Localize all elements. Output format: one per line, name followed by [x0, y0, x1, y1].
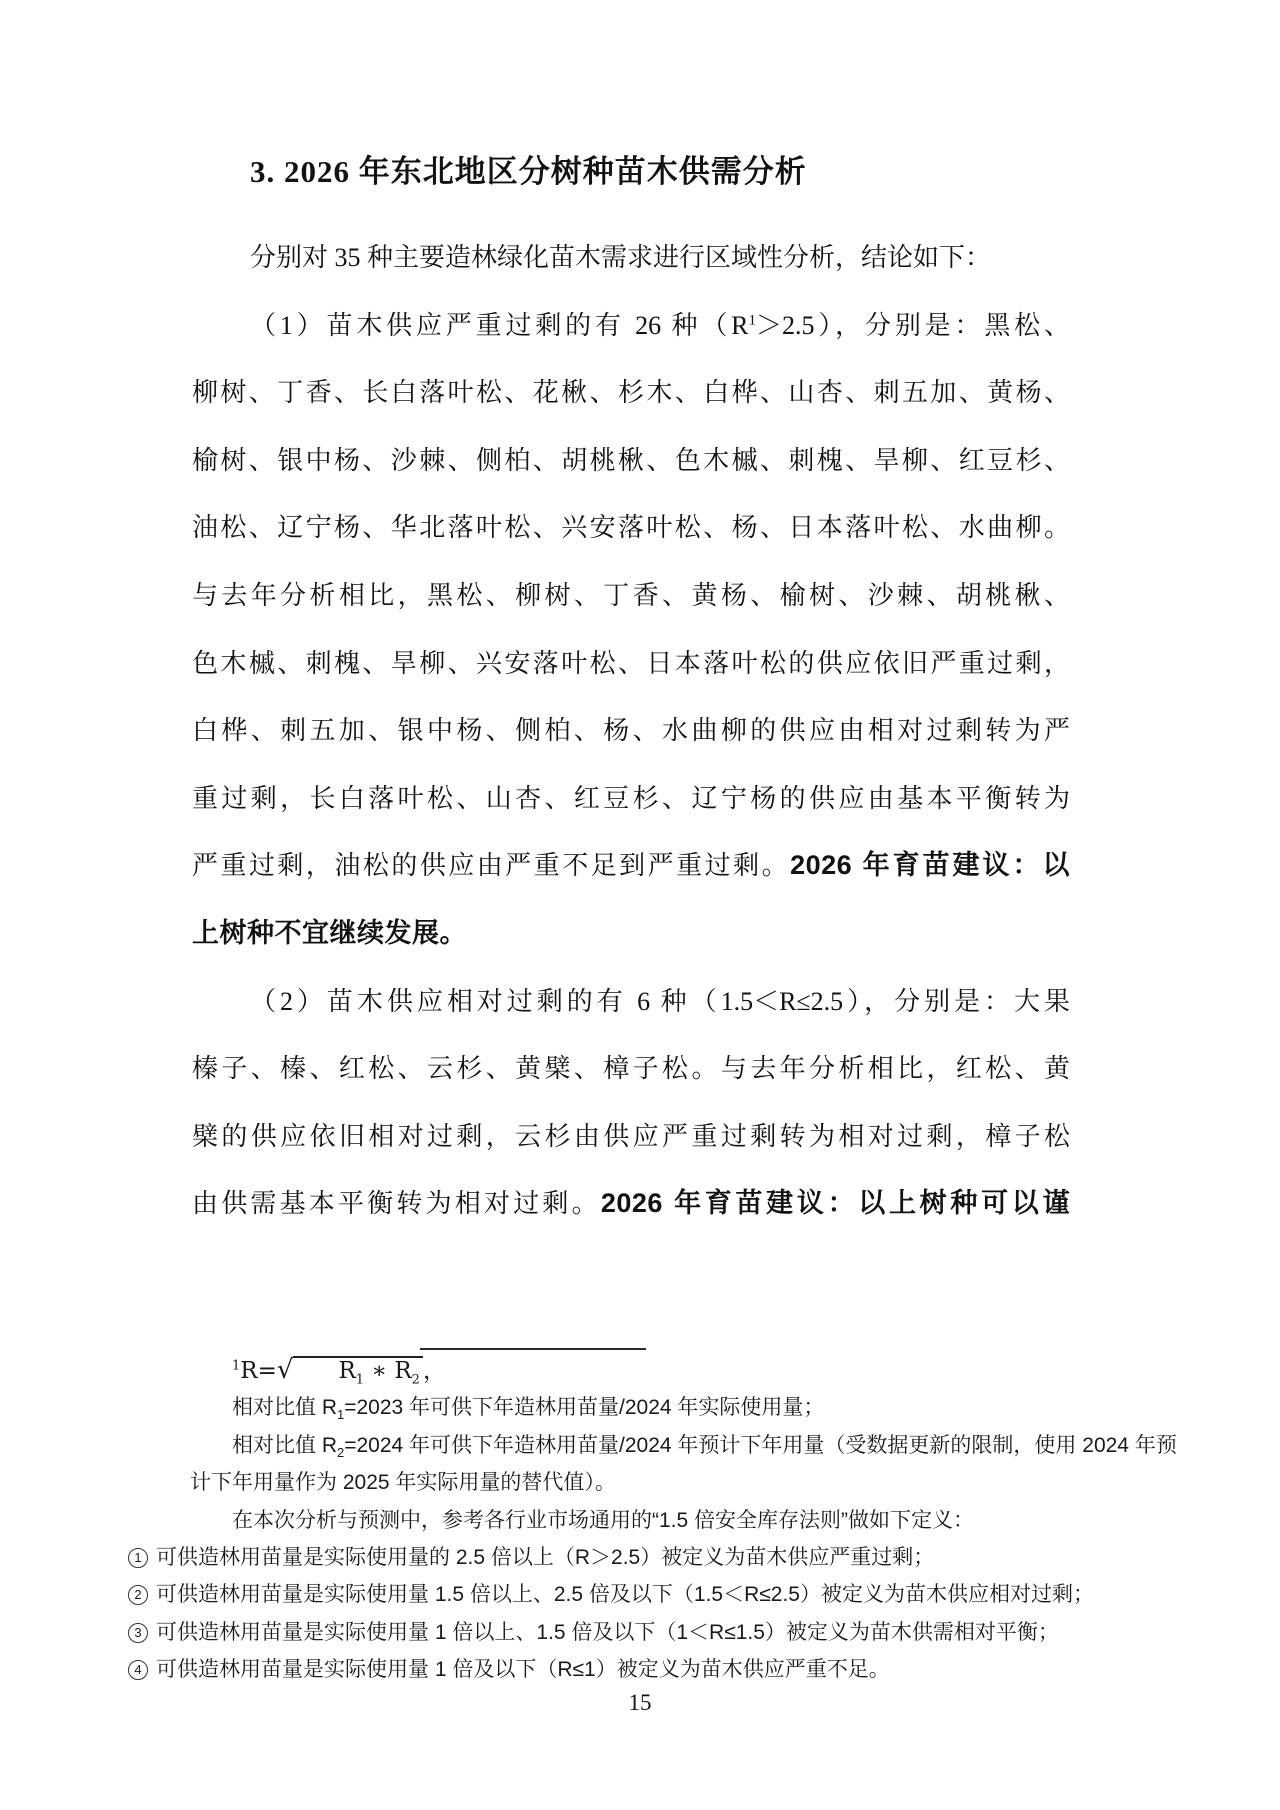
text-segment: 相对比值 R: [232, 1396, 337, 1420]
formula-sub2: 2: [411, 1372, 420, 1388]
footnote-item: [128, 1576, 1228, 1613]
text-segment: 与去年分析相比，黑松、柳树、丁香、黄杨、榆树、沙棘、胡桃楸、: [192, 580, 1070, 610]
formula-sub1: 1: [355, 1372, 365, 1388]
text-segment: 2: [337, 1444, 345, 1460]
body-line: [192, 292, 1070, 360]
footnote-item: [128, 1614, 1228, 1651]
circled-number-marker: 2: [128, 1585, 148, 1605]
body-line: [192, 968, 1070, 1036]
text-segment: 白桦、刺五加、银中杨、侧柏、杨、水曲柳的供应由相对过剩转为严: [192, 716, 1070, 746]
formula-lhs: R=: [240, 1358, 277, 1384]
circled-number-marker: 3: [128, 1623, 148, 1643]
formula-tail: ，: [422, 1358, 446, 1384]
circled-number-marker: 4: [128, 1660, 148, 1680]
text-segment: 可供造林用苗量是实际使用量的 2.5 倍以上（R＞2.5）被定义为苗木供应严重过剩；: [156, 1545, 935, 1569]
text-segment: 相对比值 R: [232, 1433, 337, 1457]
text-segment: 由供需基本平衡转为相对过剩。: [192, 1189, 601, 1219]
text-segment: 油松、辽宁杨、华北落叶松、兴安落叶松、杨、日本落叶松、水曲柳。: [192, 513, 1070, 543]
sqrt-symbol: √: [276, 1355, 294, 1385]
text-segment: 榆树、银中杨、沙棘、侧柏、胡桃楸、色木槭、刺槐、旱柳、红豆杉、: [192, 445, 1070, 475]
text-segment: 1: [337, 1407, 345, 1423]
body-line: [192, 427, 1070, 495]
circled-number-marker: 1: [128, 1548, 148, 1568]
formula-multiply: ∗: [364, 1358, 395, 1384]
body-line: [192, 765, 1070, 833]
text-segment: =2023 年可供下年造林用苗量/2024 年实际使用量；: [344, 1396, 825, 1420]
text-segment: （1）苗木供应严重过剩的有 26 种（R: [250, 310, 749, 340]
text-segment: 柳树、丁香、长白落叶松、花楸、杉木、白桦、山杏、刺五加、黄杨、: [192, 378, 1070, 408]
body-line: [192, 832, 1070, 900]
formula-r2: R: [394, 1358, 412, 1384]
body-line: [192, 630, 1070, 698]
text-segment: 2026 年育苗建议：以: [790, 850, 1070, 881]
body-line: [192, 562, 1070, 630]
footnote-line: [128, 1464, 1228, 1501]
section-heading: 3. 2026 年东北地区分树种苗木供需分析: [250, 154, 807, 189]
text-segment: 分别对 35 种主要造林绿化苗木需求进行区域性分析，结论如下：: [250, 243, 992, 272]
body-line: [192, 1103, 1070, 1171]
text-segment: 上树种不宜继续发展。: [192, 917, 467, 948]
footnote-marker: 1: [232, 1358, 241, 1374]
text-segment: 可供造林用苗量是实际使用量 1 倍及以下（R≤1）被定义为苗木供应严重不足。: [156, 1658, 890, 1682]
formula-radicand: [293, 1356, 422, 1388]
body-line: [192, 697, 1070, 765]
text-segment: 1: [748, 311, 756, 328]
text-segment: 檗的供应依旧相对过剩，云杉由供应严重过剩转为相对过剩，樟子松: [192, 1121, 1070, 1151]
footnote-item: [128, 1539, 1228, 1576]
text-segment: 在本次分析与预测中，参考各行业市场通用的“1.5 倍安全库存法则”做如下定义：: [232, 1508, 975, 1532]
text-segment: 可供造林用苗量是实际使用量 1.5 倍以上、2.5 倍及以下（1.5＜R≤2.5）被定义为苗木供应相对过剩；: [156, 1583, 1094, 1607]
text-segment: （2）苗木供应相对过剩的有 6 种（1.5＜R≤2.5），分别是：大果: [250, 986, 1070, 1016]
footnote-formula: [128, 1352, 1228, 1389]
text-segment: 可供造林用苗量是实际使用量 1 倍以上、1.5 倍及以下（1＜R≤1.5）被定义为苗木供需相对平衡；: [156, 1620, 1059, 1644]
footnote-item: [128, 1651, 1228, 1688]
text-segment: 重过剩，长白落叶松、山杏、红豆杉、辽宁杨的供应由基本平衡转为: [192, 783, 1070, 813]
body-line: [192, 900, 1070, 968]
body-line: [192, 494, 1070, 562]
body-line: [192, 1170, 1070, 1238]
page-number: 15: [628, 1690, 652, 1715]
text-segment: ＞2.5），分别是：黑松、: [756, 310, 1070, 340]
body-text: [192, 224, 1070, 1238]
footnote-lines: [128, 1389, 1228, 1688]
body-line: [192, 1035, 1070, 1103]
text-segment: 色木槭、刺槐、旱柳、兴安落叶松、日本落叶松的供应依旧严重过剩，: [192, 648, 1070, 678]
body-line: [192, 224, 1070, 292]
text-segment: 2026 年育苗建议：以上树种可以谨: [600, 1188, 1070, 1219]
footnote-area: [128, 1352, 1228, 1689]
text-segment: =2024 年可供下年造林用苗量/2024 年预计下年用量（受数据更新的限制，使用 2024 年预: [344, 1433, 1177, 1457]
footnote-line: [128, 1427, 1228, 1464]
text-segment: 榛子、榛、红松、云杉、黄檗、樟子松。与去年分析相比，红松、黄: [192, 1054, 1070, 1084]
body-line: [192, 359, 1070, 427]
footnote-line: [128, 1502, 1228, 1539]
footnote-line: [128, 1389, 1228, 1426]
footnote-separator: [420, 1348, 646, 1350]
formula-r1: R: [338, 1358, 356, 1384]
text-segment: 计下年用量作为 2025 年实际用量的替代值）。: [190, 1471, 616, 1495]
text-segment: 严重过剩，油松的供应由严重不足到严重过剩。: [192, 851, 791, 881]
